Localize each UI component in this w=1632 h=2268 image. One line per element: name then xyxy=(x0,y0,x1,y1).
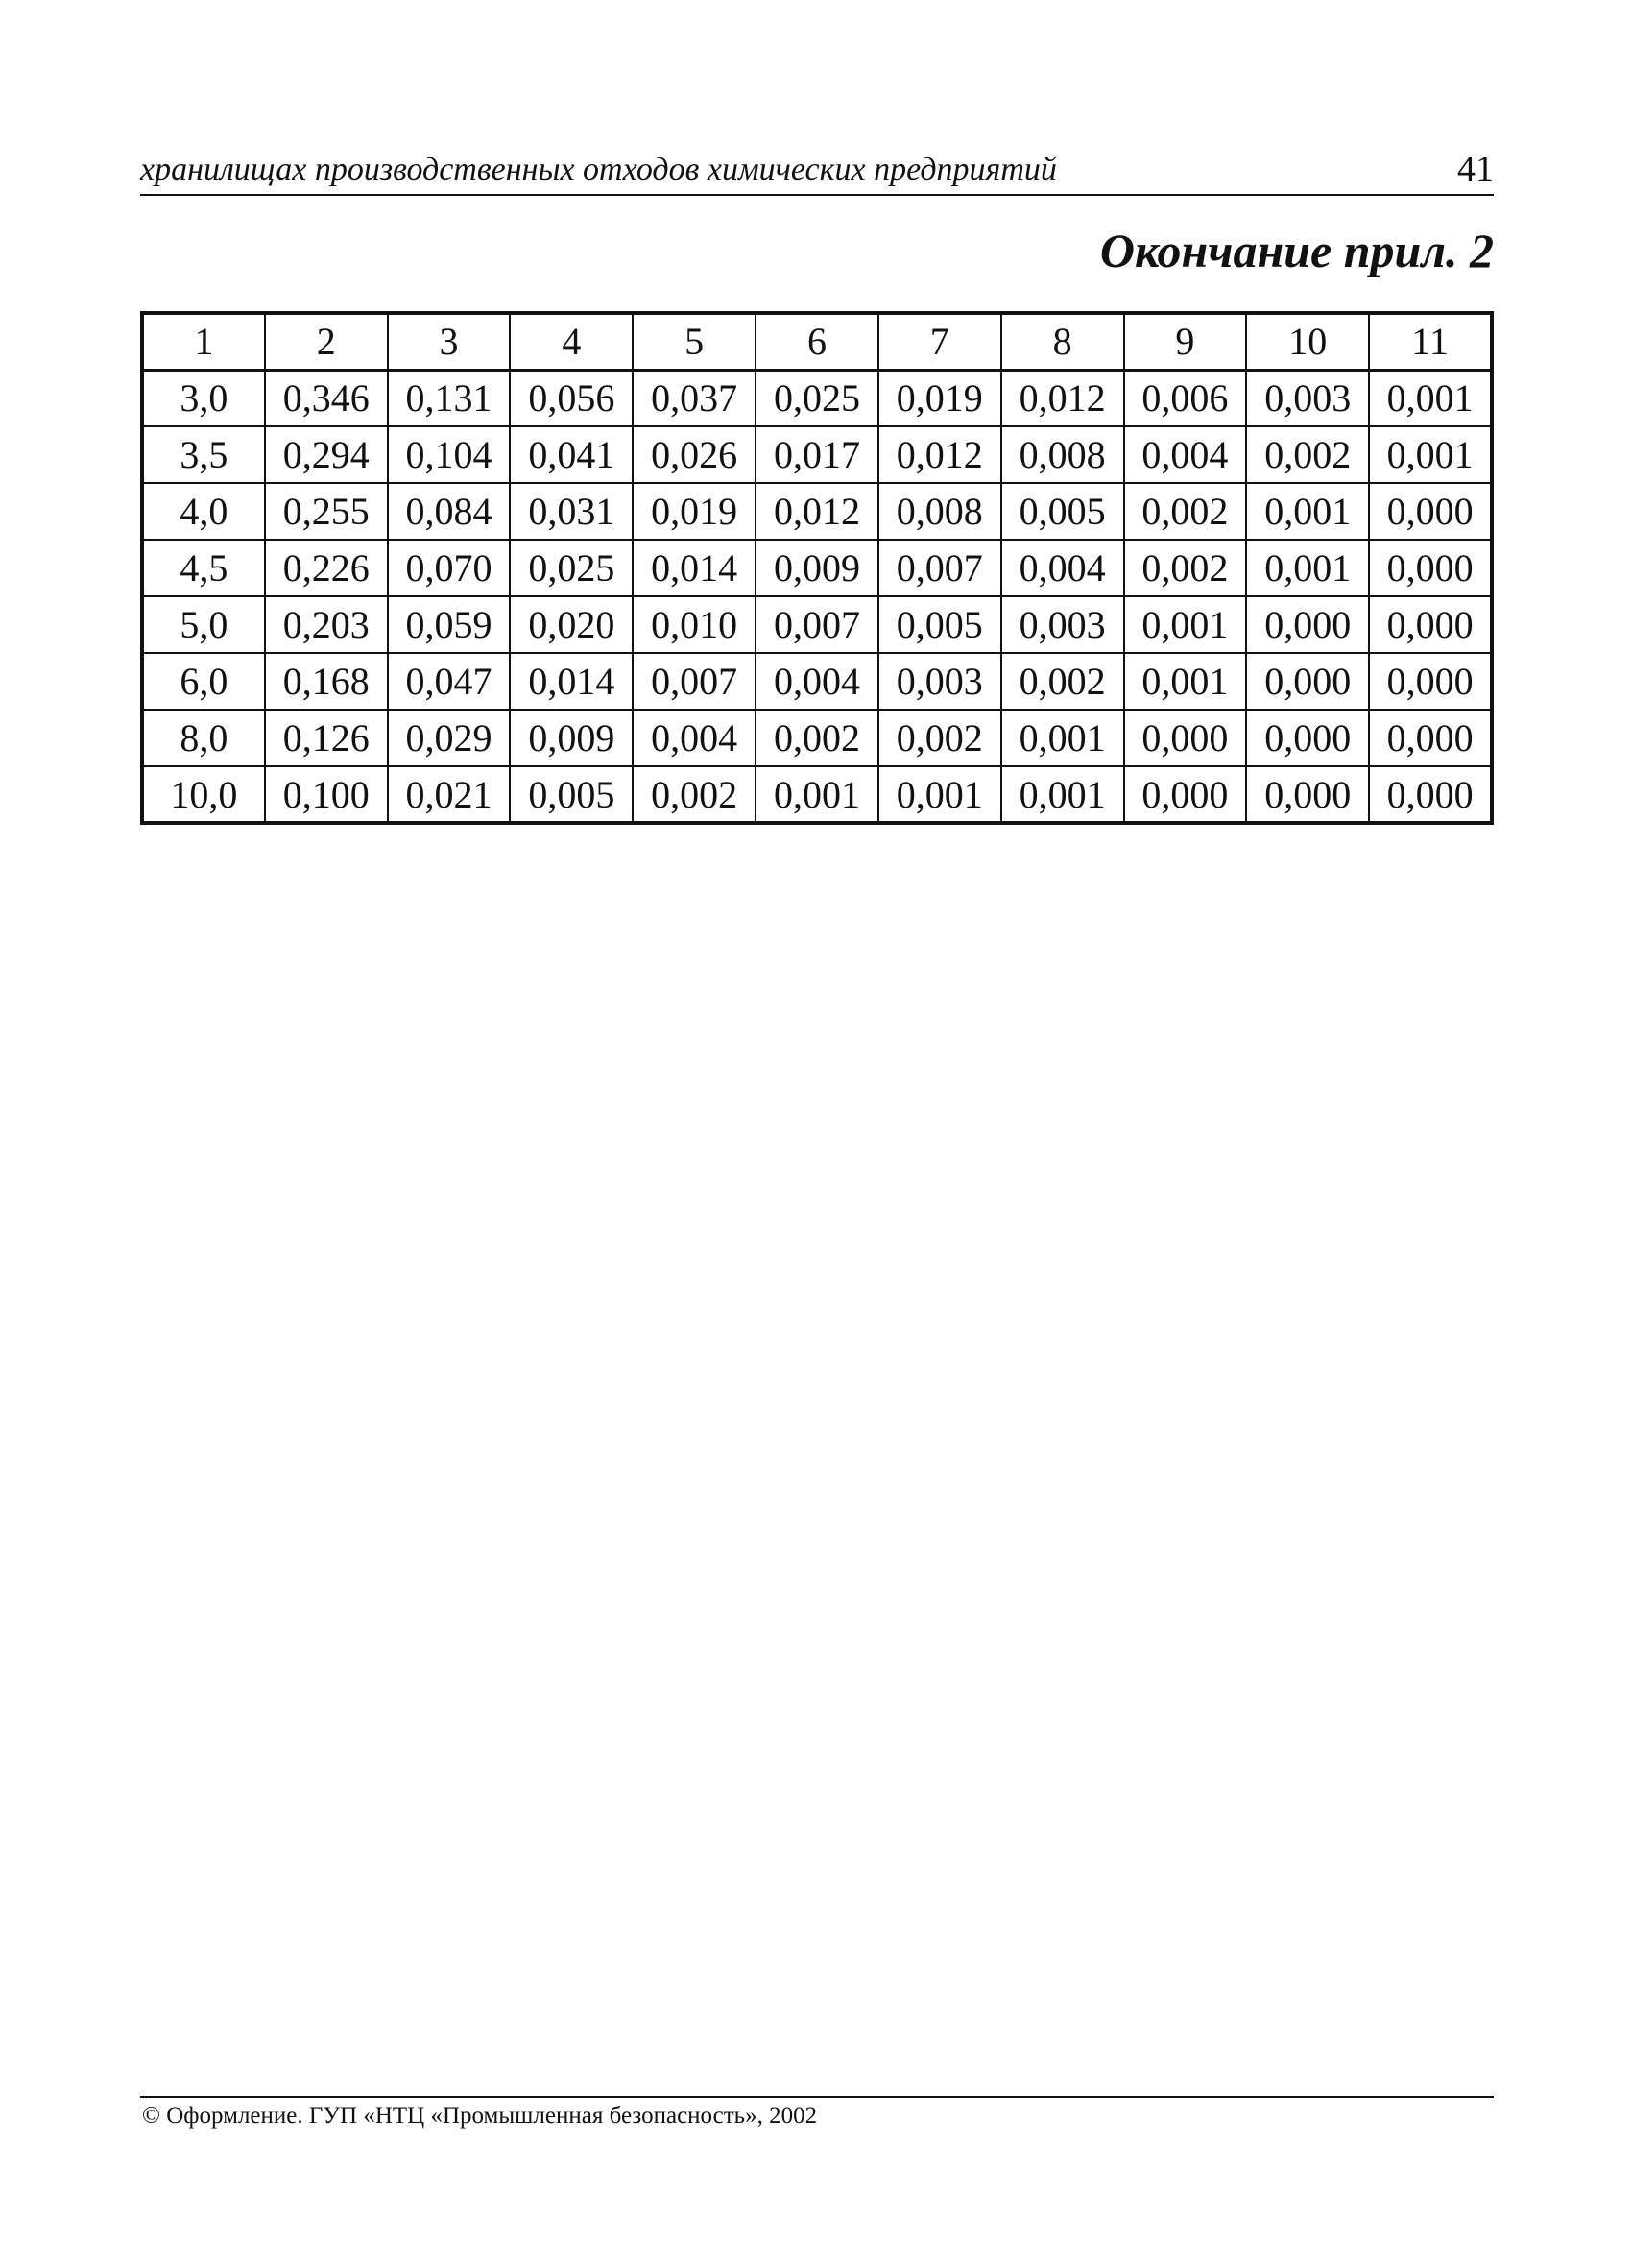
running-title: хранилищах производственных отходов химических предприятий xyxy=(140,152,1057,187)
table-cell: 0,004 xyxy=(756,653,878,710)
table-row xyxy=(142,710,1492,766)
table-cell: 0,012 xyxy=(878,426,1001,483)
table-cell: 0,168 xyxy=(265,653,388,710)
table-cell: 0,007 xyxy=(878,540,1001,596)
table-cell: 0,007 xyxy=(633,653,756,710)
table-cell: 0,001 xyxy=(1124,653,1247,710)
table-cell: 0,000 xyxy=(1369,766,1492,823)
table-row xyxy=(142,370,1492,426)
table-cell: 0,006 xyxy=(1124,370,1247,426)
table-cell: 0,002 xyxy=(756,710,878,766)
table-cell: 0,012 xyxy=(756,483,878,540)
table-cell: 0,001 xyxy=(1246,540,1369,596)
column-header: 9 xyxy=(1124,313,1247,370)
table-row xyxy=(142,766,1492,823)
table-cell: 0,001 xyxy=(756,766,878,823)
table-cell: 0,131 xyxy=(388,370,511,426)
column-header: 3 xyxy=(388,313,511,370)
table-row xyxy=(142,483,1492,540)
table-cell: 0,000 xyxy=(1369,483,1492,540)
table-cell: 0,001 xyxy=(1001,766,1124,823)
table-cell: 0,047 xyxy=(388,653,511,710)
table-cell: 0,000 xyxy=(1246,766,1369,823)
table-cell: 0,084 xyxy=(388,483,511,540)
table-cell: 8,0 xyxy=(142,710,265,766)
table-cell: 0,007 xyxy=(756,596,878,653)
table-cell: 3,0 xyxy=(142,370,265,426)
table-cell: 0,003 xyxy=(878,653,1001,710)
table-row xyxy=(142,653,1492,710)
table-cell: 0,104 xyxy=(388,426,511,483)
table-cell: 0,026 xyxy=(633,426,756,483)
footer-rule xyxy=(140,2096,1494,2098)
table-cell: 0,203 xyxy=(265,596,388,653)
column-header: 8 xyxy=(1001,313,1124,370)
table-cell: 0,008 xyxy=(878,483,1001,540)
table-cell: 0,037 xyxy=(633,370,756,426)
table-cell: 10,0 xyxy=(142,766,265,823)
table-cell: 6,0 xyxy=(142,653,265,710)
table-cell: 0,014 xyxy=(633,540,756,596)
table-cell: 0,255 xyxy=(265,483,388,540)
running-header xyxy=(140,142,1494,196)
table-cell: 0,001 xyxy=(1369,370,1492,426)
table-cell: 0,000 xyxy=(1124,710,1247,766)
column-header: 10 xyxy=(1246,313,1369,370)
table-cell: 0,020 xyxy=(510,596,633,653)
table-cell: 0,004 xyxy=(633,710,756,766)
table-cell: 3,5 xyxy=(142,426,265,483)
table-cell: 0,029 xyxy=(388,710,511,766)
column-header: 11 xyxy=(1369,313,1492,370)
table-body xyxy=(142,370,1492,823)
table-cell: 0,000 xyxy=(1369,653,1492,710)
column-header: 4 xyxy=(510,313,633,370)
table-cell: 5,0 xyxy=(142,596,265,653)
table-cell: 0,005 xyxy=(878,596,1001,653)
table-cell: 0,009 xyxy=(756,540,878,596)
table-cell: 0,005 xyxy=(1001,483,1124,540)
table-cell: 0,002 xyxy=(878,710,1001,766)
table-cell: 0,002 xyxy=(1001,653,1124,710)
table-cell: 0,056 xyxy=(510,370,633,426)
table-cell: 0,100 xyxy=(265,766,388,823)
table-cell: 0,000 xyxy=(1369,710,1492,766)
table-cell: 0,001 xyxy=(878,766,1001,823)
table-cell: 0,009 xyxy=(510,710,633,766)
table-cell: 0,002 xyxy=(1124,540,1247,596)
table-cell: 0,021 xyxy=(388,766,511,823)
table-header-row xyxy=(142,313,1492,370)
page-number: 41 xyxy=(1457,149,1494,189)
table-cell: 0,041 xyxy=(510,426,633,483)
continuation-label: Окончание прил. 2 xyxy=(1099,224,1494,277)
table-row xyxy=(142,540,1492,596)
column-header: 7 xyxy=(878,313,1001,370)
table-cell: 0,000 xyxy=(1246,596,1369,653)
table-cell: 0,014 xyxy=(510,653,633,710)
table-cell: 0,346 xyxy=(265,370,388,426)
table-cell: 4,5 xyxy=(142,540,265,596)
table-cell: 0,001 xyxy=(1246,483,1369,540)
table-row xyxy=(142,596,1492,653)
table-cell: 0,059 xyxy=(388,596,511,653)
table-cell: 0,012 xyxy=(1001,370,1124,426)
table-cell: 0,025 xyxy=(756,370,878,426)
table-cell: 0,003 xyxy=(1246,370,1369,426)
table-cell: 0,004 xyxy=(1001,540,1124,596)
column-header: 6 xyxy=(756,313,878,370)
data-table xyxy=(140,311,1494,825)
table-cell: 0,000 xyxy=(1124,766,1247,823)
table-cell: 0,010 xyxy=(633,596,756,653)
table-cell: 0,008 xyxy=(1001,426,1124,483)
table-cell: 0,017 xyxy=(756,426,878,483)
table-cell: 0,001 xyxy=(1001,710,1124,766)
table-cell: 0,002 xyxy=(1124,483,1247,540)
table-cell: 0,000 xyxy=(1369,596,1492,653)
footer-copyright: © Оформление. ГУП «НТЦ «Промышленная безопасность», 2002 xyxy=(142,2103,818,2129)
column-header: 2 xyxy=(265,313,388,370)
table-cell: 0,001 xyxy=(1124,596,1247,653)
column-header: 1 xyxy=(142,313,265,370)
table-cell: 0,019 xyxy=(878,370,1001,426)
table-cell: 0,126 xyxy=(265,710,388,766)
table-cell: 0,226 xyxy=(265,540,388,596)
table-cell: 0,294 xyxy=(265,426,388,483)
table-cell: 0,002 xyxy=(1246,426,1369,483)
column-header: 5 xyxy=(633,313,756,370)
table-cell: 0,001 xyxy=(1369,426,1492,483)
table-cell: 0,005 xyxy=(510,766,633,823)
table-cell: 0,031 xyxy=(510,483,633,540)
table-cell: 0,025 xyxy=(510,540,633,596)
table-row xyxy=(142,426,1492,483)
table-cell: 0,000 xyxy=(1369,540,1492,596)
table-cell: 0,000 xyxy=(1246,653,1369,710)
table-cell: 0,004 xyxy=(1124,426,1247,483)
table-cell: 0,002 xyxy=(633,766,756,823)
table-cell: 0,070 xyxy=(388,540,511,596)
table-cell: 4,0 xyxy=(142,483,265,540)
table-cell: 0,019 xyxy=(633,483,756,540)
table-cell: 0,000 xyxy=(1246,710,1369,766)
table-cell: 0,003 xyxy=(1001,596,1124,653)
